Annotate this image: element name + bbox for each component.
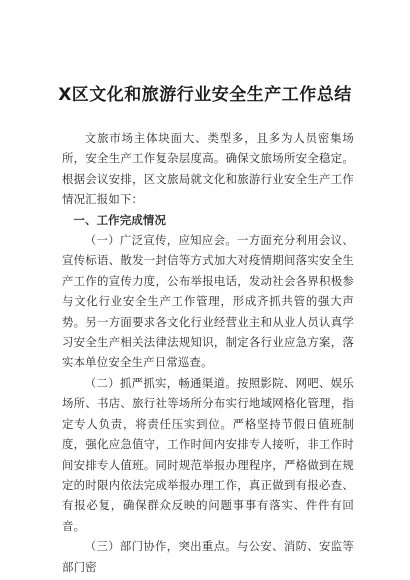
paragraph-cooperation: （三）部门协作，突出重点。与公安、消防、安监等部门密 [62, 539, 354, 574]
intro-paragraph: 文旅市场主体块面大、类型多，且多为人员密集场所，安全生产工作复杂层度高。确保文旅场所安全稳定。根据会议安排，区文旅局就文化和旅游行业安全生产工作情况汇报如下： [62, 131, 354, 207]
document-title: X区文化和旅游行业安全生产工作总结 [58, 85, 352, 105]
paragraph-enforcement: （二）抓严抓实，畅通渠道。按照影院、网吧、娱乐场所、书店、旅行社等场所分布实行地域网格化管理，指定专人负责，将责任压实到位。严格坚持节假日值班制度，强化应急值守，工作时间内安排专人接听，非工作时间安排专人值班。同时规范举报办理程序，严格做到在规定的时限内依法完成举报办理工作，真正做到有报必查、有报必复，确保群众反映的问题事事有落实、件件有回音。 [62, 375, 354, 533]
document-body [62, 128, 354, 577]
paragraph-publicity: （一）广泛宣传，应知应会。一方面充分利用会议、宣传标语、散发一封信等方式加大对疫情期间落实安全生产工作的宣传力度，公布举报电话，发动社会各界积极参与文化行业安全生产工作管理，形成齐抓共管的强大声势。另一方面要求各文化行业经营业主和从业人员认真学习安全生产相关法律法规知识，制定各行业应急方案，落实本单位安全生产日常巡查。 [62, 233, 354, 370]
section-heading: 一、工作完成情况 [73, 212, 167, 227]
